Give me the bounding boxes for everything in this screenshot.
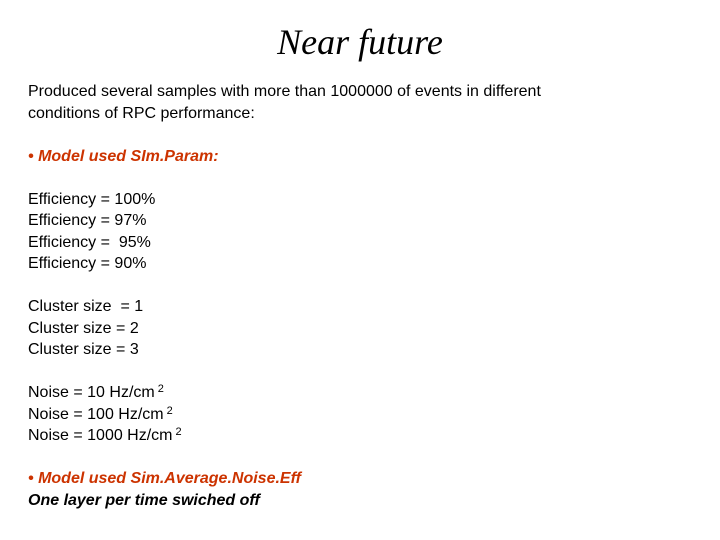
model-label: Model used SIm.Param: — [38, 147, 219, 165]
spacer — [28, 167, 708, 189]
exponent: 2 — [166, 404, 173, 417]
cluster-size-2: Cluster size = 2 — [28, 319, 139, 337]
intro-line-1: Produced several samples with more than 1000000 of events in different — [28, 83, 541, 100]
spacer — [28, 447, 708, 469]
exponent: 2 — [175, 426, 182, 438]
efficiency-97: Efficiency = 97% — [28, 212, 147, 229]
noise-value: Noise = 100 Hz/cm — [28, 405, 164, 423]
spacer — [28, 124, 708, 146]
note-line: One layer per time swiched off — [28, 491, 260, 509]
exponent: 2 — [157, 383, 164, 395]
noise-value: Noise = 10 Hz/cm — [28, 384, 155, 401]
model-used-simaveragenoiseeff — [28, 468, 708, 490]
bullet-icon: • — [28, 470, 34, 487]
intro-line-2: conditions of RPC performance: — [28, 104, 255, 122]
model-used-simparam — [28, 146, 708, 168]
efficiency-90: Efficiency = 90% — [28, 255, 147, 272]
model-label: Model used Sim.Average.Noise.Eff — [38, 470, 301, 487]
slide-title: Near future — [277, 22, 443, 62]
spacer — [28, 361, 708, 383]
efficiency-100: Efficiency = 100% — [28, 190, 156, 208]
noise-10 — [28, 382, 708, 404]
slide-body — [28, 81, 708, 511]
noise-value: Noise = 1000 Hz/cm — [28, 427, 173, 444]
bullet-icon: • — [28, 147, 34, 165]
cluster-size-3: Cluster size = 3 — [28, 341, 139, 358]
efficiency-95: Efficiency = 95% — [28, 233, 151, 251]
spacer — [28, 275, 708, 297]
noise-1000 — [28, 425, 708, 447]
noise-100 — [28, 404, 708, 426]
cluster-size-1: Cluster size = 1 — [28, 298, 144, 315]
